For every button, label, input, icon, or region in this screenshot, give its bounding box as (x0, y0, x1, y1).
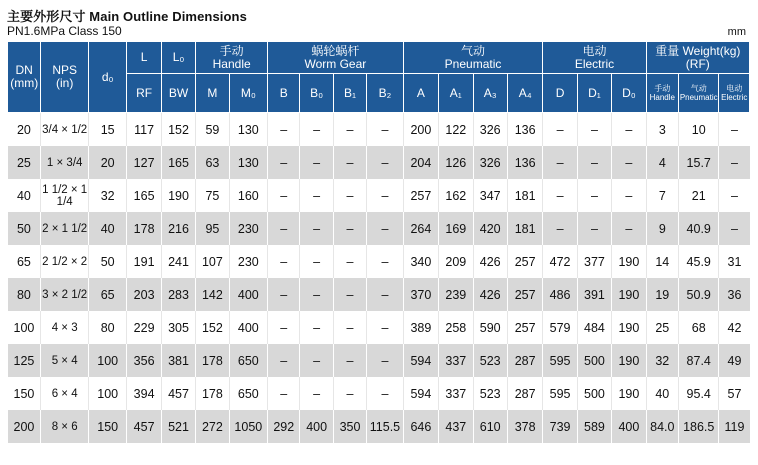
subheader-weight-en: Electric (721, 93, 748, 102)
table-cell: – (300, 113, 333, 147)
table-cell: 500 (577, 344, 611, 377)
table-cell: 230 (229, 245, 267, 278)
subheader-weight-en: Pneumatic (679, 93, 718, 102)
table-cell: 347 (473, 179, 507, 212)
table-cell: – (612, 113, 646, 147)
table-cell: 59 (196, 113, 229, 147)
table-cell: 437 (439, 410, 473, 443)
table-cell: 287 (507, 377, 542, 410)
table-cell: 190 (612, 245, 646, 278)
table-cell: 15 (88, 113, 126, 147)
table-cell: – (367, 245, 403, 278)
table-cell: 122 (439, 113, 473, 147)
table-cell: 400 (229, 311, 267, 344)
table-cell: 594 (403, 377, 438, 410)
table-cell: 117 (127, 113, 161, 147)
table-cell: 389 (403, 311, 438, 344)
table-cell: 181 (507, 179, 542, 212)
subheader-cell: A₁ (439, 74, 473, 113)
table-cell: 283 (161, 278, 195, 311)
table-cell: – (300, 179, 333, 212)
table-cell: 203 (127, 278, 161, 311)
table-row (8, 245, 750, 278)
table-cell: 292 (268, 410, 300, 443)
table-cell: 150 (8, 377, 41, 410)
table-cell: 150 (88, 410, 126, 443)
table-cell: 4 × 3 (41, 311, 89, 344)
subheader-weight-cn: 手动 (654, 84, 671, 93)
table-cell: 257 (403, 179, 438, 212)
table-cell: – (333, 245, 366, 278)
table-cell: 420 (473, 212, 507, 245)
table-cell: – (268, 377, 300, 410)
subheader-cell: A₃ (473, 74, 507, 113)
table-cell: 20 (88, 146, 126, 179)
table-cell: 40 (88, 212, 126, 245)
table-cell: 31 (719, 245, 750, 278)
table-cell: – (268, 212, 300, 245)
table-cell: 186.5 (678, 410, 718, 443)
table-cell: 25 (8, 146, 41, 179)
table-cell: 500 (577, 377, 611, 410)
table-cell: 595 (543, 344, 577, 377)
table-cell: 20 (8, 113, 41, 147)
table-cell: 100 (88, 344, 126, 377)
table-cell: 80 (88, 311, 126, 344)
table-cell: – (268, 146, 300, 179)
table-cell: – (300, 344, 333, 377)
table-cell: 127 (127, 146, 161, 179)
table-cell: 377 (577, 245, 611, 278)
table-cell: – (367, 278, 403, 311)
table-cell: – (719, 179, 750, 212)
table-cell: 36 (719, 278, 750, 311)
table-cell: 356 (127, 344, 161, 377)
table-cell: 125 (8, 344, 41, 377)
table-row (8, 377, 750, 410)
subheader-cell: A₄ (507, 74, 542, 113)
table-cell: 579 (543, 311, 577, 344)
subheader-cell: D₁ (577, 74, 611, 113)
table-cell: 272 (196, 410, 229, 443)
table-cell: 100 (88, 377, 126, 410)
table-cell: 523 (473, 344, 507, 377)
table-cell: – (367, 344, 403, 377)
table-row (8, 410, 750, 443)
table-cell: 95.4 (678, 377, 718, 410)
table-cell: 32 (88, 179, 126, 212)
table-cell: 84.0 (646, 410, 678, 443)
table-cell: 136 (507, 146, 542, 179)
subheader-weight-2 (719, 74, 750, 113)
table-cell: 152 (161, 113, 195, 147)
table-cell: – (300, 311, 333, 344)
table-row (8, 113, 750, 147)
table-cell: – (612, 179, 646, 212)
table-cell: 257 (507, 278, 542, 311)
table-cell: – (719, 113, 750, 147)
table-cell: 1 × 3/4 (41, 146, 89, 179)
table-cell: – (333, 179, 366, 212)
header-pneumatic: 气动 Pneumatic (403, 42, 543, 74)
table-cell: 50 (88, 245, 126, 278)
table-row (8, 179, 750, 212)
table-cell: – (268, 179, 300, 212)
table-cell: 350 (333, 410, 366, 443)
table-cell: – (367, 179, 403, 212)
table-cell: 119 (719, 410, 750, 443)
table-cell: 75 (196, 179, 229, 212)
table-cell: – (367, 113, 403, 147)
subheader-cell: M (196, 74, 229, 113)
table-cell: 1 1/2 × 1 1/4 (41, 179, 89, 212)
table-cell: 162 (439, 179, 473, 212)
table-cell: – (577, 212, 611, 245)
header-L: L (127, 42, 161, 74)
table-cell: 181 (507, 212, 542, 245)
table-cell: 484 (577, 311, 611, 344)
header-weight: 重量 Weight(kg) (RF) (646, 42, 749, 74)
table-row (8, 344, 750, 377)
header-nps: NPS (in) (41, 42, 89, 113)
table-cell: – (300, 377, 333, 410)
table-cell: 523 (473, 377, 507, 410)
table-cell: 5 × 4 (41, 344, 89, 377)
dimensions-table (7, 41, 750, 443)
table-cell: 258 (439, 311, 473, 344)
table-cell: – (719, 146, 750, 179)
table-cell: 594 (403, 344, 438, 377)
table-cell: – (300, 146, 333, 179)
table-cell: 178 (127, 212, 161, 245)
table-cell: 230 (229, 212, 267, 245)
table-cell: – (268, 278, 300, 311)
table-cell: 57 (719, 377, 750, 410)
table-row (8, 212, 750, 245)
table-cell: 257 (507, 245, 542, 278)
table-cell: 2 1/2 × 2 (41, 245, 89, 278)
table-cell: – (543, 212, 577, 245)
table-cell: 3 × 2 1/2 (41, 278, 89, 311)
table-cell: 257 (507, 311, 542, 344)
table-cell: 400 (300, 410, 333, 443)
table-cell: 49 (719, 344, 750, 377)
subheader-weight-cn: 气动 (690, 84, 707, 93)
table-cell: 15.7 (678, 146, 718, 179)
table-cell: 130 (229, 146, 267, 179)
table-cell: – (268, 311, 300, 344)
header-dn: DN (mm) (8, 42, 41, 113)
table-cell: – (268, 113, 300, 147)
table-cell: 595 (543, 377, 577, 410)
table-cell: 391 (577, 278, 611, 311)
table-cell: 190 (161, 179, 195, 212)
table-cell: – (367, 146, 403, 179)
table-row (8, 278, 750, 311)
table-cell: – (577, 113, 611, 147)
header-L0: L₀ (161, 42, 195, 74)
table-cell: 3 (646, 113, 678, 147)
table-cell: 287 (507, 344, 542, 377)
table-cell: 378 (507, 410, 542, 443)
subheader-cell: B (268, 74, 300, 113)
table-cell: 169 (439, 212, 473, 245)
table-cell: – (333, 278, 366, 311)
table-cell: 239 (439, 278, 473, 311)
table-cell: 200 (403, 113, 438, 147)
table-cell: 381 (161, 344, 195, 377)
table-cell: 394 (127, 377, 161, 410)
table-cell: 42 (719, 311, 750, 344)
table-cell: 209 (439, 245, 473, 278)
table-cell: 646 (403, 410, 438, 443)
table-cell: – (367, 377, 403, 410)
table-cell: – (300, 212, 333, 245)
table-cell: – (333, 344, 366, 377)
table-cell: 136 (507, 113, 542, 147)
table-cell: 165 (127, 179, 161, 212)
table-cell: 9 (646, 212, 678, 245)
subheader-cell: A (403, 74, 438, 113)
table-cell: 305 (161, 311, 195, 344)
table-cell: 340 (403, 245, 438, 278)
table-cell: 50 (8, 212, 41, 245)
table-cell: 2 × 1 1/2 (41, 212, 89, 245)
table-cell: – (612, 146, 646, 179)
subheader-cell: B₀ (300, 74, 333, 113)
table-cell: 32 (646, 344, 678, 377)
table-cell: 40.9 (678, 212, 718, 245)
table-cell: 130 (229, 113, 267, 147)
table-cell: – (367, 212, 403, 245)
subheader-cell: RF (127, 74, 161, 113)
header-handle: 手动 Handle (196, 42, 268, 74)
table-cell: 50.9 (678, 278, 718, 311)
table-cell: 80 (8, 278, 41, 311)
table-cell: 178 (196, 344, 229, 377)
table-cell: – (543, 179, 577, 212)
table-cell: 115.5 (367, 410, 403, 443)
table-cell: 457 (127, 410, 161, 443)
table-row (8, 146, 750, 179)
subheader-weight-0 (646, 74, 678, 113)
table-cell: 19 (646, 278, 678, 311)
table-cell: 190 (612, 344, 646, 377)
table-cell: 650 (229, 377, 267, 410)
table-cell: 190 (612, 377, 646, 410)
table-cell: 6 × 4 (41, 377, 89, 410)
table-cell: 610 (473, 410, 507, 443)
subheader-cell: D (543, 74, 577, 113)
table-cell: – (577, 146, 611, 179)
table-cell: 589 (577, 410, 611, 443)
header-electric: 电动 Electric (543, 42, 646, 74)
table-cell: 200 (8, 410, 41, 443)
table-cell: 45.9 (678, 245, 718, 278)
table-cell: 204 (403, 146, 438, 179)
subheader-cell: M₀ (229, 74, 267, 113)
table-cell: 8 × 6 (41, 410, 89, 443)
table-cell: – (543, 146, 577, 179)
table-cell: 3/4 × 1/2 (41, 113, 89, 147)
table-cell: 160 (229, 179, 267, 212)
table-cell: 216 (161, 212, 195, 245)
table-cell: – (543, 113, 577, 147)
subheader-weight-en: Handle (649, 93, 675, 102)
table-cell: 40 (8, 179, 41, 212)
table-cell: 229 (127, 311, 161, 344)
table-cell: 190 (612, 278, 646, 311)
pressure-class: PN1.6MPa Class 150 (7, 24, 122, 38)
table-cell: – (333, 113, 366, 147)
table-cell: 370 (403, 278, 438, 311)
table-cell: – (333, 146, 366, 179)
header-d0: d₀ (88, 42, 126, 113)
table-cell: – (719, 212, 750, 245)
table-cell: 326 (473, 113, 507, 147)
table-cell: 68 (678, 311, 718, 344)
table-cell: – (577, 179, 611, 212)
table-cell: 152 (196, 311, 229, 344)
table-cell: 337 (439, 377, 473, 410)
table-cell: 126 (439, 146, 473, 179)
table-cell: – (333, 377, 366, 410)
table-cell: 165 (161, 146, 195, 179)
table-cell: 472 (543, 245, 577, 278)
table-row (8, 311, 750, 344)
table-cell: 426 (473, 245, 507, 278)
table-cell: 65 (8, 245, 41, 278)
subheader-weight-1 (678, 74, 718, 113)
unit-label: mm (727, 26, 746, 38)
table-cell: 40 (646, 377, 678, 410)
table-cell: 107 (196, 245, 229, 278)
table-cell: 95 (196, 212, 229, 245)
table-cell: 650 (229, 344, 267, 377)
subheader-cell: D₀ (612, 74, 646, 113)
table-cell: 1050 (229, 410, 267, 443)
table-cell: – (268, 344, 300, 377)
table-cell: 426 (473, 278, 507, 311)
table-cell: 65 (88, 278, 126, 311)
table-cell: 14 (646, 245, 678, 278)
table-cell: 521 (161, 410, 195, 443)
table-cell: – (612, 212, 646, 245)
table-cell: 63 (196, 146, 229, 179)
table-cell: 400 (229, 278, 267, 311)
table-cell: 25 (646, 311, 678, 344)
table-cell: – (300, 278, 333, 311)
table-cell: 326 (473, 146, 507, 179)
table-cell: 142 (196, 278, 229, 311)
subheader-weight-cn: 电动 (726, 84, 743, 93)
table-cell: 457 (161, 377, 195, 410)
table-cell: 10 (678, 113, 718, 147)
table-cell: 337 (439, 344, 473, 377)
table-cell: 486 (543, 278, 577, 311)
table-cell: 4 (646, 146, 678, 179)
table-cell: – (367, 311, 403, 344)
table-cell: 178 (196, 377, 229, 410)
subheader-cell: BW (161, 74, 195, 113)
table-cell: – (268, 245, 300, 278)
table-cell: 7 (646, 179, 678, 212)
table-cell: – (333, 311, 366, 344)
table-cell: – (300, 245, 333, 278)
table-cell: 739 (543, 410, 577, 443)
subheader-cell: B₁ (333, 74, 366, 113)
header-worm-gear: 蜗轮蜗杆 Worm Gear (268, 42, 404, 74)
table-cell: 21 (678, 179, 718, 212)
table-cell: 264 (403, 212, 438, 245)
table-cell: – (333, 212, 366, 245)
page-title: 主要外形尺寸 Main Outline Dimensions (7, 9, 247, 24)
table-cell: 590 (473, 311, 507, 344)
table-cell: 100 (8, 311, 41, 344)
subheader-cell: B₂ (367, 74, 403, 113)
table-cell: 190 (612, 311, 646, 344)
table-cell: 400 (612, 410, 646, 443)
table-cell: 87.4 (678, 344, 718, 377)
table-cell: 241 (161, 245, 195, 278)
table-cell: 191 (127, 245, 161, 278)
